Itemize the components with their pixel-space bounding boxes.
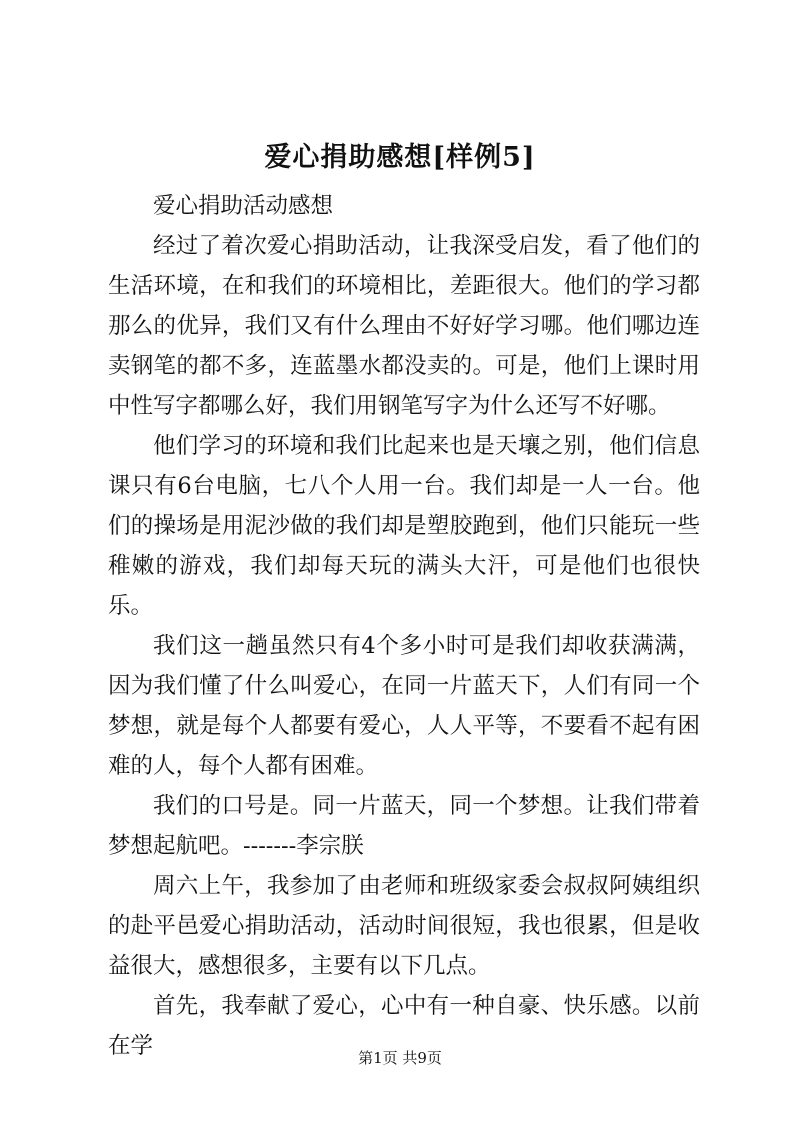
paragraph-2: 他们学习的环境和我们比起来也是天壤之别，他们信息课只有6台电脑，七八个人用一台。我们却是一人一台。他们的操场是用泥沙做的我们却是塑胶跑到，他们只能玩一些稚嫩的游戏，我们却每天玩的满头大汗，可是他们也很快乐。: [108, 433, 700, 619]
paragraph-5: 周六上午，我参加了由老师和班级家委会叔叔阿姨组织的赴平邑爱心捐助活动，活动时间很短，我也很累，但是收益很大，感想很多，主要有以下几点。: [108, 873, 700, 979]
document-body: [108, 186, 700, 1066]
paragraph-3: 我们这一趟虽然只有4个多小时可是我们却收获满满，因为我们懂了什么叫爱心，在同一片蓝天下，人们有同一个梦想，就是每个人都要有爱心，人人平等，不要看不起有困难的人，每个人都有困难。: [108, 633, 700, 779]
document-title: 爱心捐助感想[样例5]: [264, 142, 536, 173]
paragraph-4: 我们的口号是。同一片蓝天，同一个梦想。让我们带着梦想起航吧。-------李宗朕: [108, 793, 700, 859]
paragraph-1: 经过了着次爱心捐助活动，让我深受启发，看了他们的生活环境，在和我们的环境相比，差距很大。他们的学习都那么的优异，我们又有什么理由不好好学习哪。他们哪边连卖钢笔的都不多，连蓝墨水都没卖的。可是，他们上课时用中性写字都哪么好，我们用钢笔写字为什么还写不好哪。: [108, 233, 700, 419]
page-footer: 第1页 共9页: [358, 1049, 442, 1067]
paragraph-6: 首先，我奉献了爱心，心中有一种自豪、快乐感。以前在学: [108, 993, 700, 1059]
document-subtitle: 爱心捐助活动感想: [153, 193, 334, 219]
